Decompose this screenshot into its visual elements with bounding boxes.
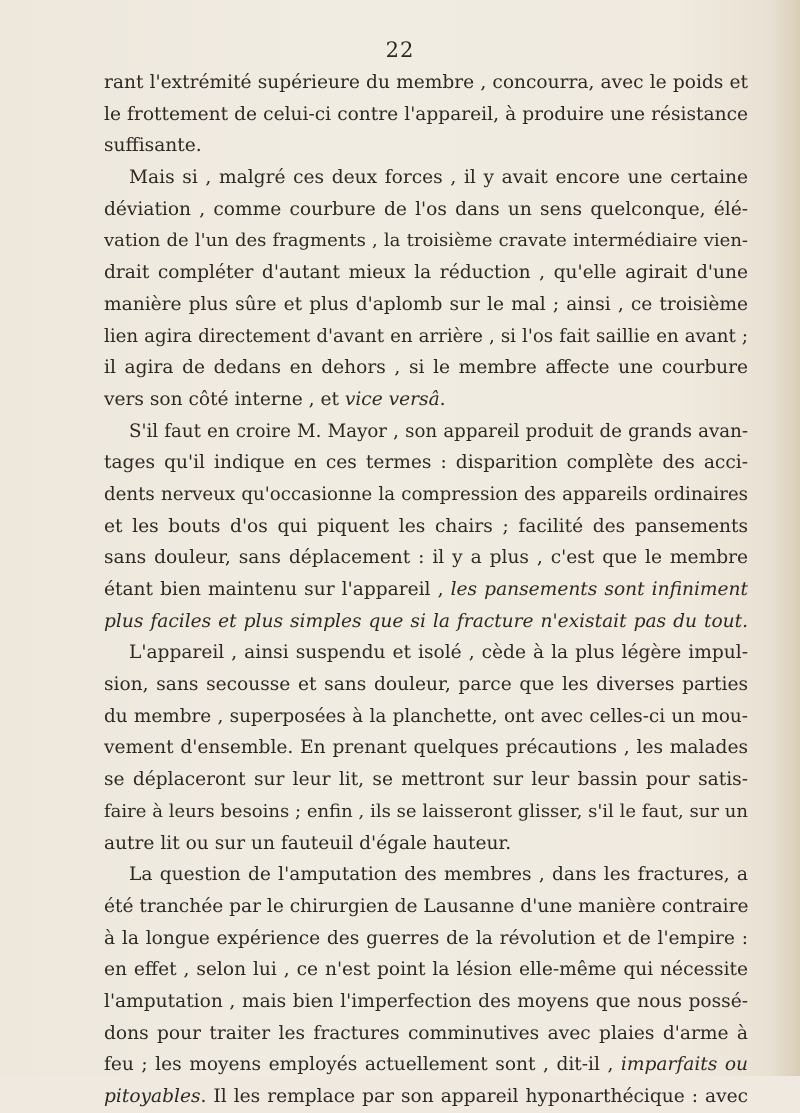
text-line: rant l'extrémité supérieure du membre , concourra, avec le poids et <box>104 72 748 93</box>
italic-text: pitoyables <box>104 1086 201 1107</box>
text-line <box>104 384 748 416</box>
italic-text: imparfaits ou <box>620 1054 748 1076</box>
text-line: drait compléter d'autant mieux la réduction , qu'elle agirait d'une <box>104 262 748 284</box>
text-line: et les bouts d'os qui piquent les chairs ; facilité des pansements <box>104 515 748 537</box>
text-segment: . <box>439 388 446 410</box>
text-line: La question de l'amputation des membres , dans les fractures, a <box>129 864 748 886</box>
text-segment: feu ; les moyens employés actuellement sont , dit-il , <box>104 1054 621 1076</box>
text-line: il agira de dedans en dehors , si le membre affecte une courbure <box>104 357 748 379</box>
text-line: autre lit ou sur un fauteuil d'égale hauteur. <box>104 832 512 854</box>
text-segment: vers son côté interne , et <box>104 388 345 410</box>
text-line: L'appareil , ainsi suspendu et isolé , cède à la plus légère impul- <box>129 642 748 664</box>
text-line: tages qu'il indique en ces termes : disparition complète des acci- <box>104 452 748 474</box>
italic-text: plus faciles et plus simples que si la fracture n'existait pas du tout. <box>104 610 748 632</box>
text-line: se déplaceront sur leur lit, se mettront sur leur bassin pour satis- <box>104 769 748 791</box>
text-segment: étant bien maintenu sur l'appareil , <box>104 579 451 600</box>
text-line: dons pour traiter les fractures comminutives avec plaies d'arme à <box>104 1022 748 1044</box>
text-line <box>104 606 748 638</box>
text-line: le frottement de celui-ci contre l'appareil, à produire une résistance <box>104 103 748 125</box>
text-line: vement d'ensemble. En prenant quelques précautions , les malades <box>104 737 748 759</box>
text-line: déviation , comme courbure de l'os dans un sens quelconque, élé- <box>104 198 748 220</box>
italic-text: vice versâ <box>344 388 440 410</box>
italic-text: les pansements sont infiniment <box>450 579 748 600</box>
text-line: sans douleur, sans déplacement : il y a plus , c'est que le membre <box>104 547 748 569</box>
text-line <box>104 1049 748 1081</box>
text-line: à la longue expérience des guerres de la révolution et de l'empire : <box>104 927 748 949</box>
text-line: l'amputation , mais bien l'imperfection des moyens que nous possé- <box>104 990 748 1012</box>
text-line: dents nerveux qu'occasionne la compression des appareils ordinaires <box>104 483 748 505</box>
text-line: sion, sans secousse et sans douleur, parce que les diverses parties <box>104 674 748 696</box>
text-line: lien agira directement d'avant en arrière , si l'os fait saillie en avant ; <box>104 325 748 347</box>
text-line: été tranchée par le chirurgien de Lausanne d'une manière contraire <box>104 895 748 917</box>
text-segment: . Il les remplace par son appareil hyponarthécique : avec <box>200 1086 748 1107</box>
text-line: vation de l'un des fragments , la troisième cravate intermédiaire vien- <box>104 230 748 252</box>
text-line: faire à leurs besoins ; enfin , ils se laisseront glisser, s'il le faut, sur un <box>104 800 748 822</box>
text-line: suffisante. <box>104 135 202 157</box>
page-number: 22 <box>385 38 415 62</box>
text-line: du membre , superposées à la planchette, ont avec celles-ci un mou- <box>104 705 748 727</box>
body-text <box>104 67 748 1113</box>
text-line: en effet , selon lui , ce n'est point la lésion elle-même qui nécessite <box>104 959 748 981</box>
text-line <box>104 1081 748 1113</box>
text-line: Mais si , malgré ces deux forces , il y avait encore une certaine <box>129 167 748 189</box>
text-line: S'il faut en croire M. Mayor , son appareil produit de grands avan- <box>129 420 748 442</box>
text-line: manière plus sûre et plus d'aplomb sur le mal ; ainsi , ce troisième <box>104 293 748 315</box>
text-line <box>104 574 748 606</box>
